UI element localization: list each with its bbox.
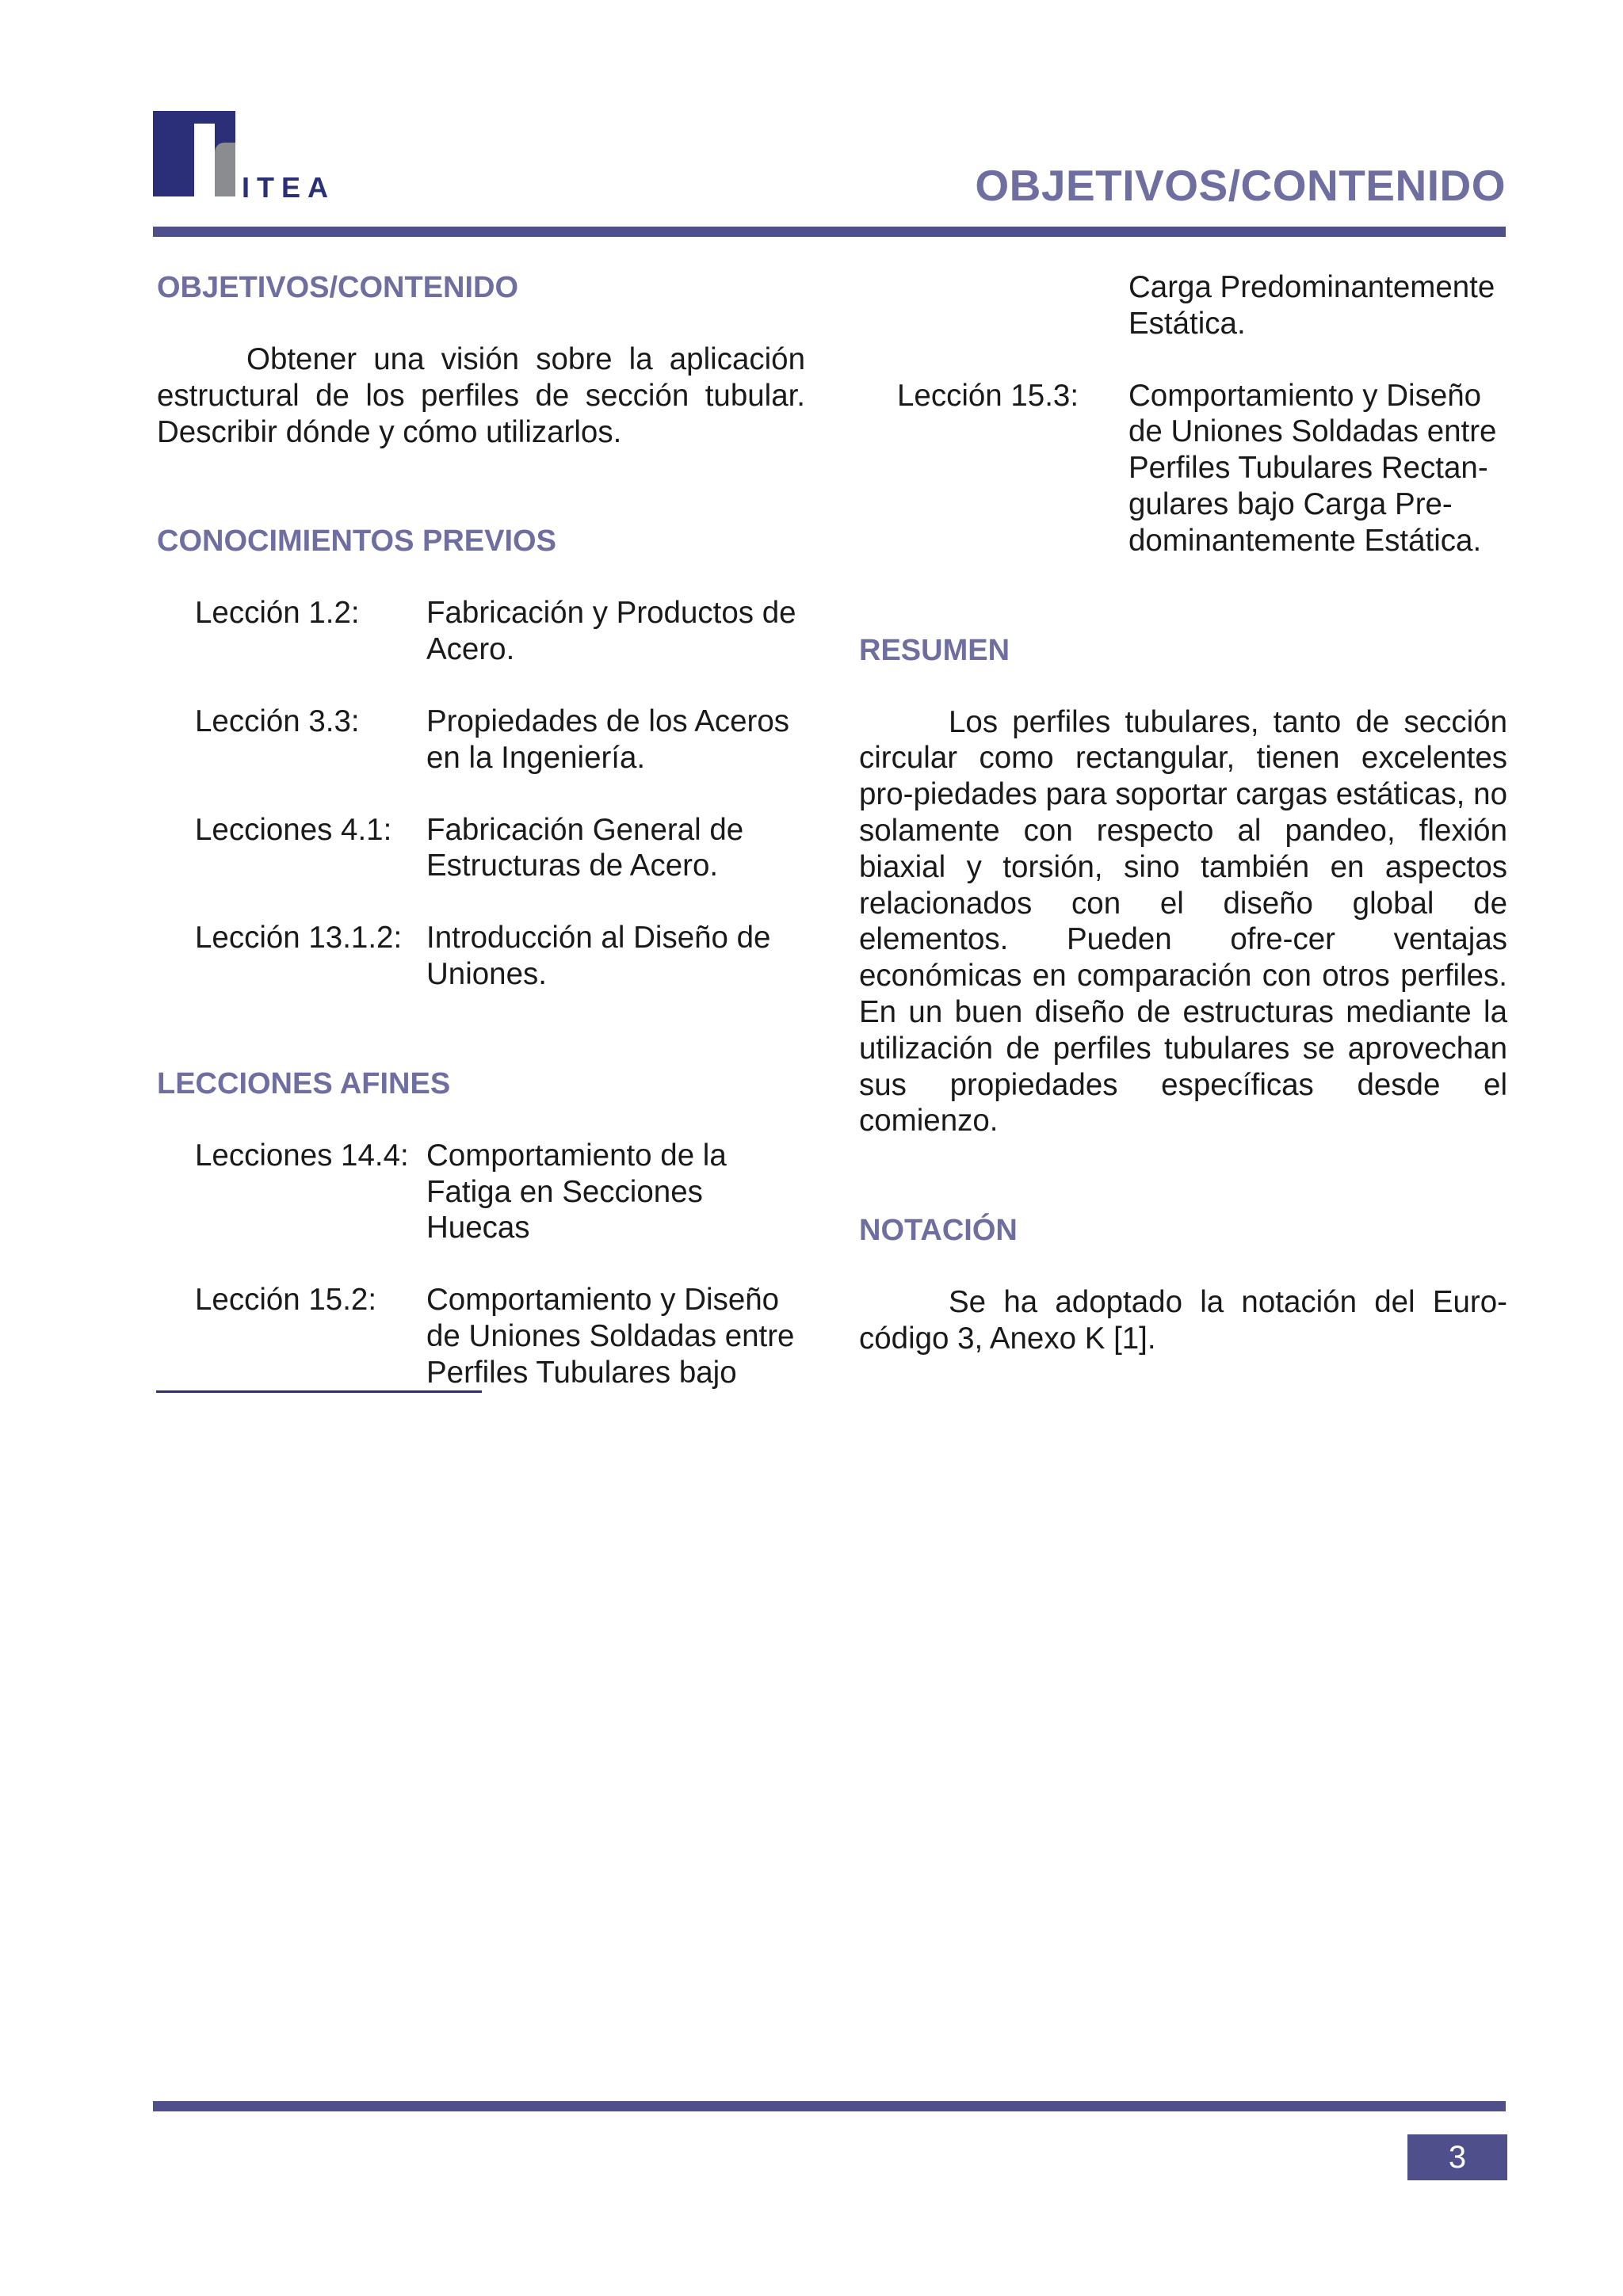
section-heading-objetivos: OBJETIVOS/CONTENIDO: [157, 271, 519, 304]
ref-code: Lección 1.2:: [195, 596, 360, 631]
ref-item: [897, 378, 1507, 559]
section-heading-resumen: RESUMEN: [859, 633, 1010, 667]
ref-item: [195, 1138, 805, 1246]
section-heading-conocimientos: CONOCIMIENTOS PREVIOS: [157, 524, 556, 559]
ref-code: Lección 15.2:: [195, 1283, 377, 1318]
itea-logo: [153, 111, 343, 204]
logo-text: ITEA: [242, 171, 336, 204]
page-header-title: OBJETIVOS/CONTENIDO: [975, 161, 1506, 210]
section-heading-notacion: NOTACIÓN: [859, 1214, 1018, 1248]
section-heading-afines: LECCIONES AFINES: [157, 1066, 451, 1100]
ref-title: Comportamiento de la Fatiga en Secciones Huecas: [426, 1138, 727, 1245]
ref-code: Lecciones 4.1:: [195, 812, 392, 847]
left-column: [157, 269, 805, 1391]
ref-code: Lección 3.3:: [195, 704, 360, 738]
column-end-rule: [156, 1390, 482, 1393]
ref-item: [195, 1282, 805, 1390]
ref-title: Propiedades de los Aceros en la Ingeniería.: [426, 704, 790, 775]
notacion-text: Se ha adoptado la notación del Euro-código 3, Anexo K [1].: [859, 1285, 1507, 1356]
ref-code: Lecciones 14.4:: [195, 1138, 409, 1173]
ref-code: Lección 15.3:: [897, 378, 1079, 413]
ref-title: Comportamiento y Diseño de Uniones Soldadas entre Perfiles Tubulares bajo: [426, 1283, 795, 1390]
logo-block-left: [153, 111, 194, 196]
ref-item: [195, 704, 805, 776]
resumen-text: Los perfiles tubulares, tanto de sección circular como rectangular, tienen excelentes pro-piedades para soportar cargas estáticas, no solamente con respecto al pandeo, flexión biaxial y torsión, sino también en aspectos relacionados con el diseño global de elementos. Pueden ofre-cer ventajas económicas en comparación con otros perfiles. En un buen diseño de estructuras mediante la utilización de perfiles tubulares se aprovechan sus propiedades específicas desde el comienzo.: [859, 704, 1507, 1138]
ref-title-continuation: Carga Predominantemente Estática.: [1128, 270, 1495, 341]
ref-title: Fabricación y Productos de Acero.: [426, 596, 796, 667]
header-rule: [153, 227, 1506, 237]
ref-title: Fabricación General de Estructuras de Acero.: [426, 812, 744, 883]
footer-rule: [153, 2101, 1506, 2111]
right-column: [859, 269, 1507, 1357]
ref-item: [195, 812, 805, 885]
ref-title: Comportamiento y Diseño de Uniones Soldadas entre Perfiles Tubulares Rectan-gulares bajo Carga Pre-dominantemente Estática.: [1128, 378, 1497, 558]
logo-gray-shape: [215, 143, 235, 196]
ref-code: Lección 13.1.2:: [195, 921, 403, 955]
ref-item: [195, 595, 805, 668]
ref-item: [195, 920, 805, 993]
objetivos-text: Obtener una visión sobre la aplicación estructural de los perfiles de sección tubular. Describir dónde y cómo utilizarlos.: [157, 342, 805, 449]
page-number: 3: [1407, 2134, 1507, 2180]
ref-title: Introducción al Diseño de Uniones.: [426, 921, 771, 991]
